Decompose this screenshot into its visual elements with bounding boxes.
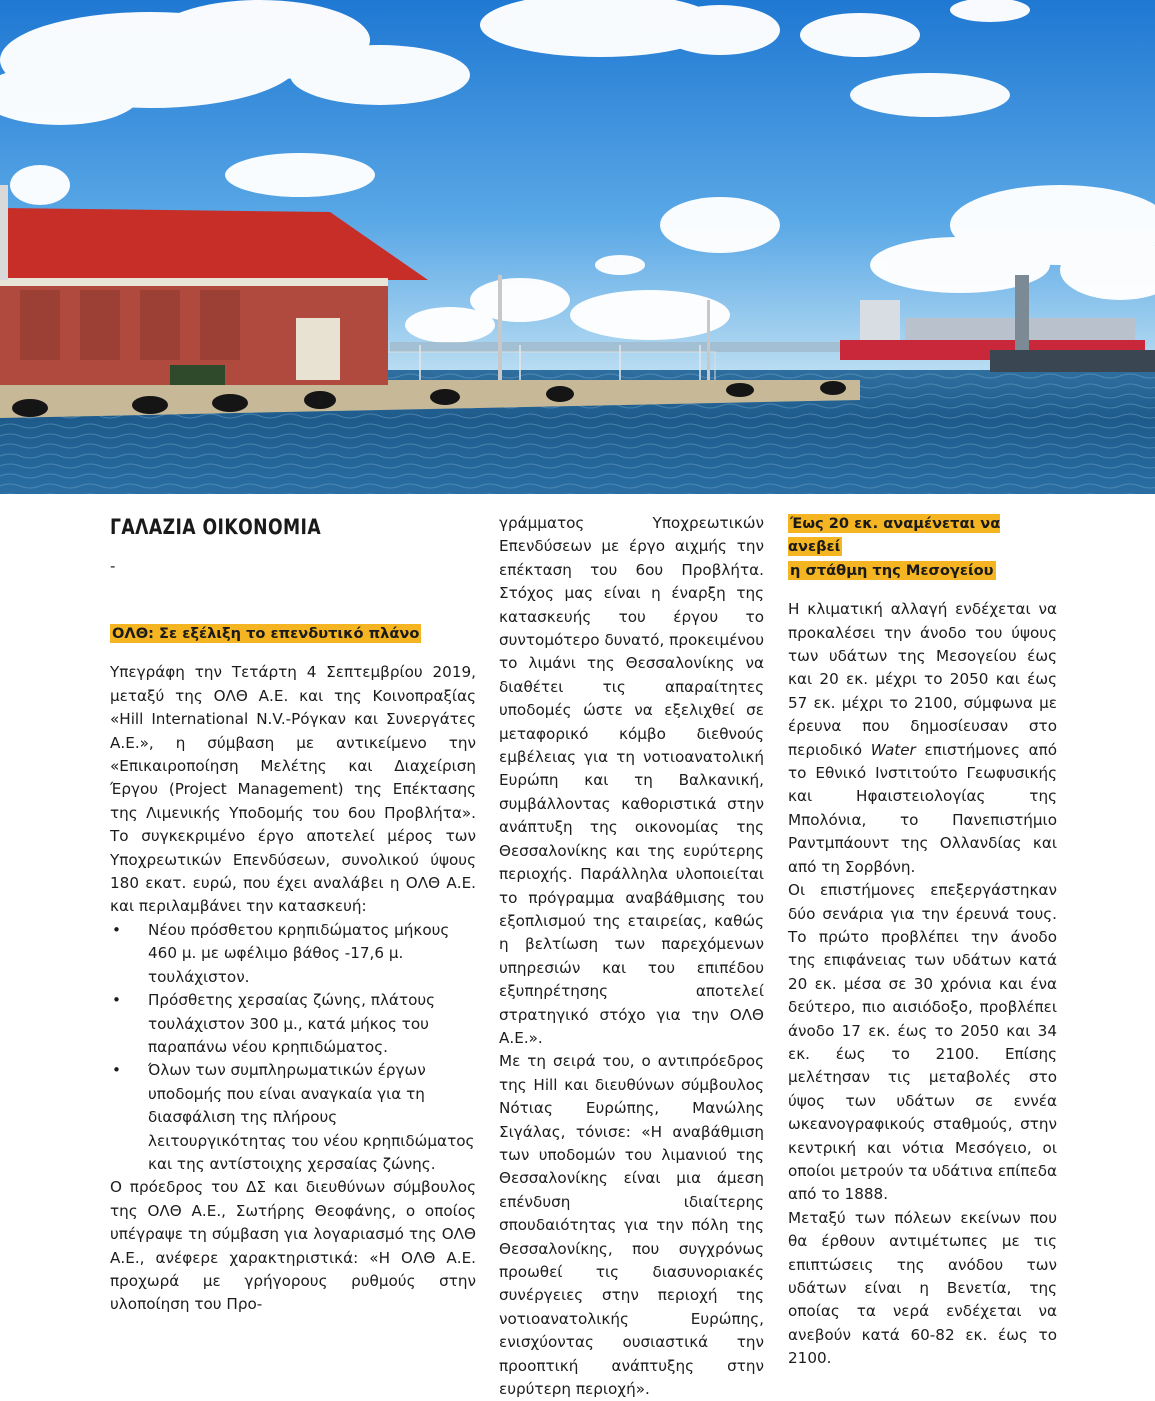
- article1-bullet-list: [110, 919, 476, 1176]
- article2-para1-before: Η κλιματική αλλαγή ενδέχεται να προκαλέσει την άνοδο του ύψους των υδάτων της Μεσογείου έως και 20 εκ. μέχρι το 2050 και έως 57 εκ. μέχρι το 2100, σύμφωνα με έρευνα που δημοσίευσαν στο περιοδικό: [788, 600, 1057, 759]
- column-3: [788, 512, 1057, 1371]
- article2-heading-line2: η στάθμη της Μεσογείου: [790, 561, 994, 579]
- bullet-item: • Νέου πρόσθετου κρηπιδώματος μήκους 460 μ. με ωφέλιμο βάθος -17,6 μ. τουλάχιστον.: [110, 919, 476, 989]
- article2-heading: [788, 512, 1057, 582]
- article1-para2-start: Ο πρόεδρος του ΔΣ και διευθύνων σύμβουλος της ΟΛΘ Α.Ε., Σωτήρης Θεοφάνης, ο οποίος υπέγραψε τη σύμβαση για λογαριασμό της ΟΛΘ Α.Ε., ανέφερε χαρακτηριστικά: «Η ΟΛΘ Α.Ε. προχωρά με γρήγορους ρυθμούς στην υλοποίηση του Προ-: [110, 1178, 476, 1314]
- article1-para3: Με τη σειρά του, ο αντιπρόεδρος της Hill και διευθύνων σύμβουλος Νότιας Ευρώπης, Μανώλης Σιγάλας, τόνισε: «Η αναβάθμιση των υποδομών του λιμανιού της Θεσσαλονίκης είναι μια άμεση επένδυση ιδιαίτερης σπουδαιότητας για την πόλη της Θεσσαλονίκης, που συγχρόνως προωθεί τις διασυνοριακές συνέργειες στην περιοχή της νοτιοανατολικής Ευρώπης, ενισχύοντας ουσιαστικά την προοπτική ανάπτυξης στην ευρύτερη περιοχή».: [499, 1052, 764, 1399]
- article1-heading-wrap: [110, 622, 476, 645]
- article2-para2: Οι επιστήμονες επεξεργάστηκαν δύο σενάρια για την έρευνά τους. Το πρώτο προβλέπει την άνοδο της επιφάνειας των υδάτων κατά 20 εκ. μέσα σε 30 χρόνια και ένα δεύτερο, πιο αισιόδοξο, προβλέπει άνοδο 17 εκ. έως το 2050 και 34 εκ. έως το 2100. Επίσης μελέτησαν τις μεταβολές στο ύψος των υδάτων σε εννέα ωκεανογραφικούς σταθμούς, στην κεντρική και νότια Μεσόγειο, οι οποίοι μετρούν τα υδάτινα επίπεδα από το 1888.: [788, 881, 1057, 1204]
- article2-para1-after: επιστήμονες από το Εθνικό Ινστιτούτο Γεωφυσικής και Ηφαιστειολογίας της Μπολόνια, το Πανεπιστήμιο Ραντμπάουντ της Ολλανδίας και από τη Σορβόνη.: [788, 740, 1058, 876]
- column-1: [110, 508, 476, 1317]
- article2-para3: Μεταξύ των πόλεων εκείνων που θα έρθουν αντιμέτωπες με τις επιπτώσεις της ανόδου των υδάτων είναι η Βενετία, της οποίας τα νερά ενδέχεται να ανεβούν κατά 60-82 εκ. έως το 2100.: [788, 1208, 1057, 1368]
- article2-para1: [788, 598, 1057, 879]
- article1-intro: Υπεγράφη την Τετάρτη 4 Σεπτεμβρίου 2019, μεταξύ της ΟΛΘ Α.Ε. και της Κοινοπραξίας «Hill International N.V.-Ρόγκαν και Συνεργάτες Α.Ε.», η σύμβαση με αντικείμενο την «Επικαιροποίηση Μελέτης και Διαχείριση Έργου (Project Management) της Επέκτασης της Λιμενικής Υποδομής του 6ου Προβλήτα». Το συγκεκριμένο έργο αποτελεί μέρος των Υποχρεωτικών Επενδύσεων, συνολικού ύψους 180 εκατ. ευρώ, που έχει αναλάβει η ΟΛΘ Α.Ε. και περιλαμβάνει την κατασκευή:: [110, 663, 476, 916]
- article1-heading: ΟΛΘ: Σε εξέλιξη το επενδυτικό πλάνο: [112, 625, 420, 642]
- article2-heading-line1: Έως 20 εκ. αναμένεται να ανεβεί: [788, 515, 1001, 556]
- bullet-item: • Πρόσθετης χερσαίας ζώνης, πλάτους τουλάχιστον 300 μ., κατά μήκος του παραπάνω νέου κρηπιδώματος.: [110, 989, 476, 1059]
- journal-name: Water: [870, 740, 916, 759]
- section-title: ΓΑΛΑΖΙΑ ΟΙΚΟΝΟΜΙΑ: [110, 515, 322, 539]
- harbor-photo: [0, 0, 1155, 494]
- bullet-item: • Όλων των συμπληρωματικών έργων υποδομής που είναι αναγκαία για τη διασφάλιση της πλήρους λειτουργικότητας του νέου κρηπιδώματος και της αντίστοιχης χερσαίας ζώνης.: [110, 1059, 476, 1176]
- section-dash: -: [110, 557, 116, 575]
- article1-para2-continued: γράμματος Υποχρεωτικών Επενδύσεων με έργο αιχμής την επέκταση του 6ου Προβλήτα. Στόχος μας είναι η έναρξη της κατασκευής του έργου το συντομότερο δυνατό, προκειμένου το λιμάνι της Θεσσαλονίκης να διαθέτει τις απαραίτητες υποδομές ώστε να εξελιχθεί σε μεταφορικό κόμβο διεθνούς εμβέλειας για τη νοτιοανατολική Ευρώπη και τη Βαλκανική, συμβάλλοντας καθοριστικά στην ανάπτυξη της οικονομίας της Θεσσαλονίκης και της ευρύτερης περιοχής. Παράλληλα υλοποιείται το πρόγραμμα αναβάθμισης του εξοπλισμού της εταιρείας, καθώς η βελτίωση των παρεχόμενων υπηρεσιών και του επιπέδου εξυπηρέτησης αποτελεί στρατηγικό στόχο για την ΟΛΘ Α.Ε.».: [499, 514, 764, 1047]
- column-2: [499, 512, 764, 1401]
